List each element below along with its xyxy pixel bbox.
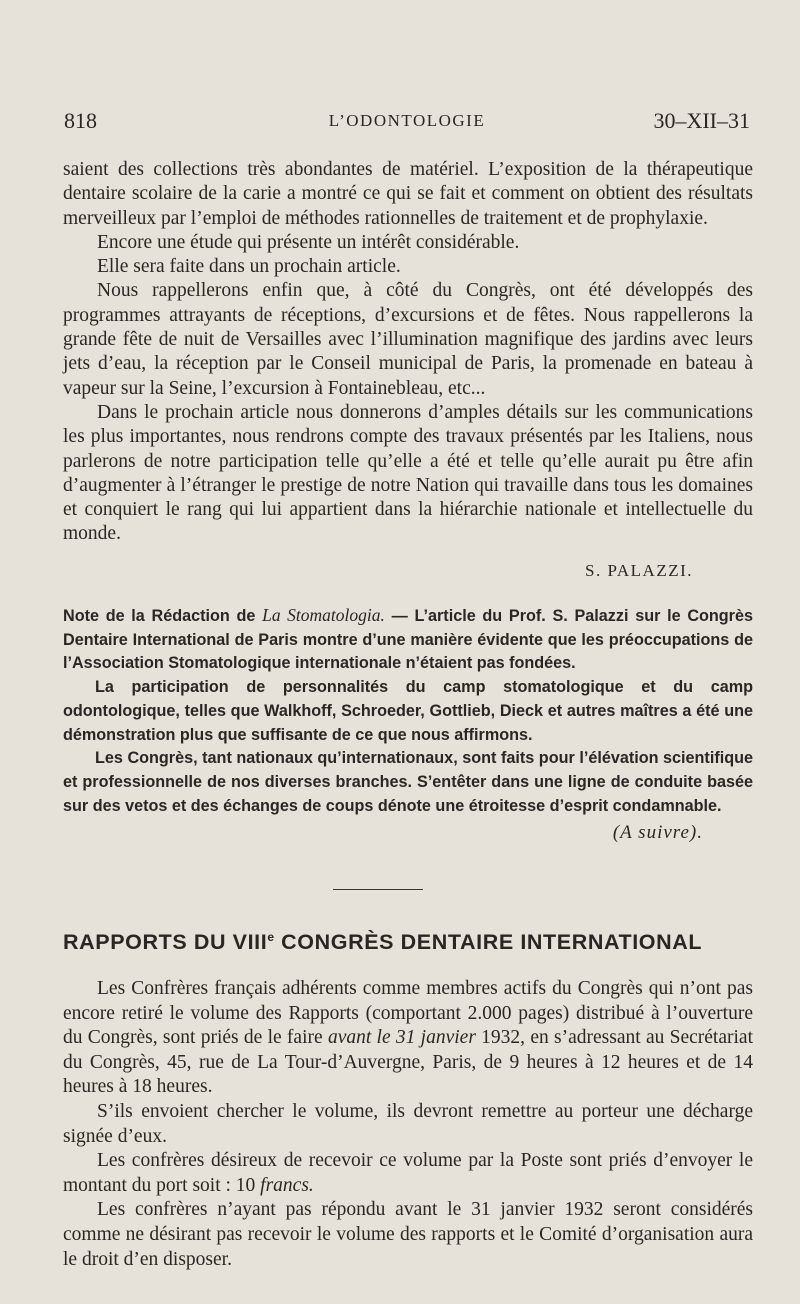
journal-title: L’ODONTOLOGIE	[328, 111, 486, 130]
rapports-paragraph: Les confrères n’ayant pas répondu avant le 31 janvier 1932 seront considérés comme ne désirant pas recevoir le volume des rapports et le Comité d’organisation aura le droit d’en disposer.	[63, 1199, 753, 1270]
note-paragraph: La participation de personnalités du camp stomatologique et du camp odontologique, telles que Walkhoff, Schroeder, Gottlieb, Dieck et autres maîtres a été une démonstration plus que suffisante de ce que nous affirmons.	[63, 678, 753, 744]
note-text: — L’article du Prof. S. Palazzi sur le Congrès Dentaire International de Paris montre d’une manière évidente que les préoccupations de l’Association Stomatologique internationale n’étaient pas fondées.	[63, 607, 753, 673]
issue-date: 30–XII–31	[653, 108, 750, 133]
section-divider	[333, 889, 423, 890]
note-paragraph: Les Congrès, tant nationaux qu’internationaux, sont faits pour l’élévation scientifique et professionnelle de nos diverses branches. S’entêter dans une ligne de conduite basée sur des vetos et des échanges de coups dénote une étroitesse d’esprit condamnable.	[63, 749, 753, 815]
editorial-note	[63, 604, 753, 844]
article-paragraph: Dans le prochain article nous donnerons d’amples détails sur les communications les plus importantes, nous rendrons compte des travaux présentés par les Italiens, nous parlerons de notre participation telle qu’elle a été et telle qu’elle aurait pu être afin d’augmenter à l’étranger le prestige de notre Nation qui travaille dans tous les domaines et conquiert le rang qui lui appartient dans la hiérarchie nationale et intellectuelle du monde.	[63, 401, 753, 545]
article-paragraph: Nous rappellerons enfin que, à côté du Congrès, ont été développés des programmes attrayants de réceptions, d’excursions et de fêtes. Nous rappellerons la grande fête de nuit de Versailles avec l’illumination magnifique des jardins avec leurs jets d’eau, la réception par le Conseil municipal de Paris, la promenade en bateau à vapeur sur la Seine, l’excursion à Fontainebleau, etc...	[63, 280, 753, 399]
author-signature: S. PALAZZI.	[585, 560, 693, 580]
rapports-section	[63, 977, 753, 1272]
note-journal-name: La Stomatologia.	[262, 605, 385, 625]
running-header	[64, 108, 750, 138]
article-paragraph: Elle sera faite dans un prochain article.	[97, 256, 401, 278]
rapports-paragraph: S’ils envoient chercher le volume, ils devront remettre au porteur une décharge signée d’eux.	[63, 1100, 753, 1147]
article-paragraph: Encore une étude qui présente un intérêt considérable.	[97, 231, 520, 253]
section-heading: RAPPORTS DU VIIIe CONGRÈS DENTAIRE INTERNATIONAL	[63, 930, 703, 955]
note-lead: Note de la Rédaction de	[63, 607, 256, 625]
article-paragraph: saient des collections très abondantes de matériel. L’exposition de la thérapeutique dentaire scolaire de la carie a montré ce qui se fait et comment on obtient des résultats merveilleux par l’emploi de méthodes rationnelles de traitement et de prophylaxie.	[63, 159, 753, 229]
rapports-paragraph: Les Confrères français adhérents comme membres actifs du Congrès qui n’ont pas encore retiré le volume des Rapports (comportant 2.000 pages) distribué à l’ouverture du Congrès, sont priés de le faire avant le 31 janvier 1932, en s’adressant au Secrétariat du Congrès, 45, rue de La Tour-d’Auvergne, Paris, de 9 heures à 12 heures et de 14 heures à 18 heures.	[63, 978, 753, 1098]
note-paragraph	[63, 604, 753, 676]
to-be-continued: (A suivre).	[612, 822, 703, 844]
rapports-paragraph: Les confrères désireux de recevoir ce volume par la Poste sont priés d’envoyer le montant du port soit : 10 francs.	[63, 1150, 753, 1196]
page-number: 818	[64, 108, 97, 133]
article-body	[63, 158, 753, 581]
